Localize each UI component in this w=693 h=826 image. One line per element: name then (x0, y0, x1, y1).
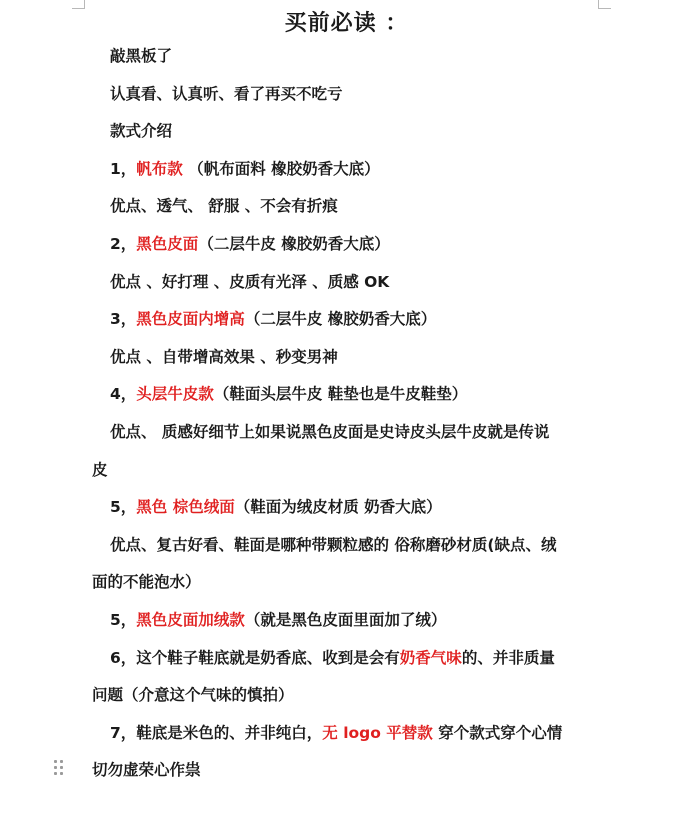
text-line (110, 306, 603, 332)
line-text: 穿个款式穿个心情 (432, 723, 563, 742)
text-line (92, 457, 603, 483)
line-text: 5， (110, 498, 137, 517)
text-line (110, 532, 603, 558)
line-text: （二层牛皮 橡胶奶香大底） (198, 235, 390, 253)
line-text: 款式介绍 (110, 122, 173, 141)
text-line (110, 269, 603, 295)
highlight-text: 头层牛皮款 (136, 385, 214, 404)
line-text: 敲黑板了 (110, 47, 173, 65)
line-text: 面的不能泡水） (92, 573, 201, 592)
line-text: 的、并非质量 (461, 648, 555, 667)
line-text: （帆布面料 橡胶奶香大底） (182, 159, 380, 178)
highlight-text: 无 logo 平替款 (322, 723, 433, 742)
text-line (110, 81, 603, 107)
highlight-text: 黑色皮面内增高 (136, 310, 245, 329)
text-line (110, 381, 603, 407)
text-line (110, 720, 603, 746)
text-line (110, 494, 603, 520)
line-text: 切勿虚荣心作祟 (92, 761, 201, 780)
line-text: 4， (110, 385, 137, 404)
line-text: 6，这个鞋子鞋底就是奶香底、收到是会有 (110, 648, 400, 667)
line-text: 2， (110, 235, 137, 253)
drag-handle-icon[interactable] (54, 760, 64, 774)
highlight-text: 黑色 棕色绒面 (136, 498, 235, 517)
line-text: 优点、透气、 舒服 、不会有折痕 (110, 197, 338, 216)
line-text: 优点、 质感好细节上如果说黑色皮面是史诗皮头层牛皮就是传说 (110, 423, 550, 441)
line-text: 1， (110, 159, 137, 178)
text-line (110, 231, 603, 257)
highlight-text: 奶香气味 (399, 648, 462, 667)
page-title: 买前必读 ： (284, 10, 409, 36)
line-text: 优点 、好打理 、皮质有光泽 、质感 OK (110, 272, 390, 291)
text-line (110, 645, 603, 671)
text-line (110, 193, 603, 219)
highlight-text: 黑色皮面 (136, 235, 199, 253)
text-line (110, 607, 603, 633)
text-line (92, 569, 603, 595)
line-text: 问题（介意这个气味的慎拍） (92, 686, 294, 705)
line-text: 3， (110, 310, 137, 329)
line-text: （鞋面头层牛皮 鞋垫也是牛皮鞋垫） (213, 385, 468, 404)
text-line (110, 43, 603, 69)
text-line (110, 156, 603, 182)
highlight-text: 黑色皮面加绒款 (136, 611, 245, 629)
line-text: （鞋面为绒皮材质 奶香大底） (234, 498, 442, 517)
line-text: 认真看、认真听、看了再买不吃亏 (110, 84, 343, 103)
text-line (110, 118, 603, 144)
line-text: 皮 (92, 460, 108, 479)
text-line (110, 419, 603, 445)
highlight-text: 帆布款 (136, 159, 183, 178)
text-line (92, 682, 603, 708)
line-text: 7，鞋底是米色的、并非纯白， (110, 723, 323, 742)
line-text: 优点、复古好看、鞋面是哪种带颗粒感的 俗称磨砂材质(缺点、绒 (110, 535, 557, 554)
text-line (92, 757, 603, 783)
line-text: （就是黑色皮面里面加了绒） (244, 611, 447, 629)
line-text: 5， (110, 611, 137, 629)
text-line (110, 344, 603, 370)
line-text: （二层牛皮 橡胶奶香大底） (244, 310, 437, 329)
line-text: 优点 、自带增高效果 、秒变男神 (110, 347, 338, 366)
